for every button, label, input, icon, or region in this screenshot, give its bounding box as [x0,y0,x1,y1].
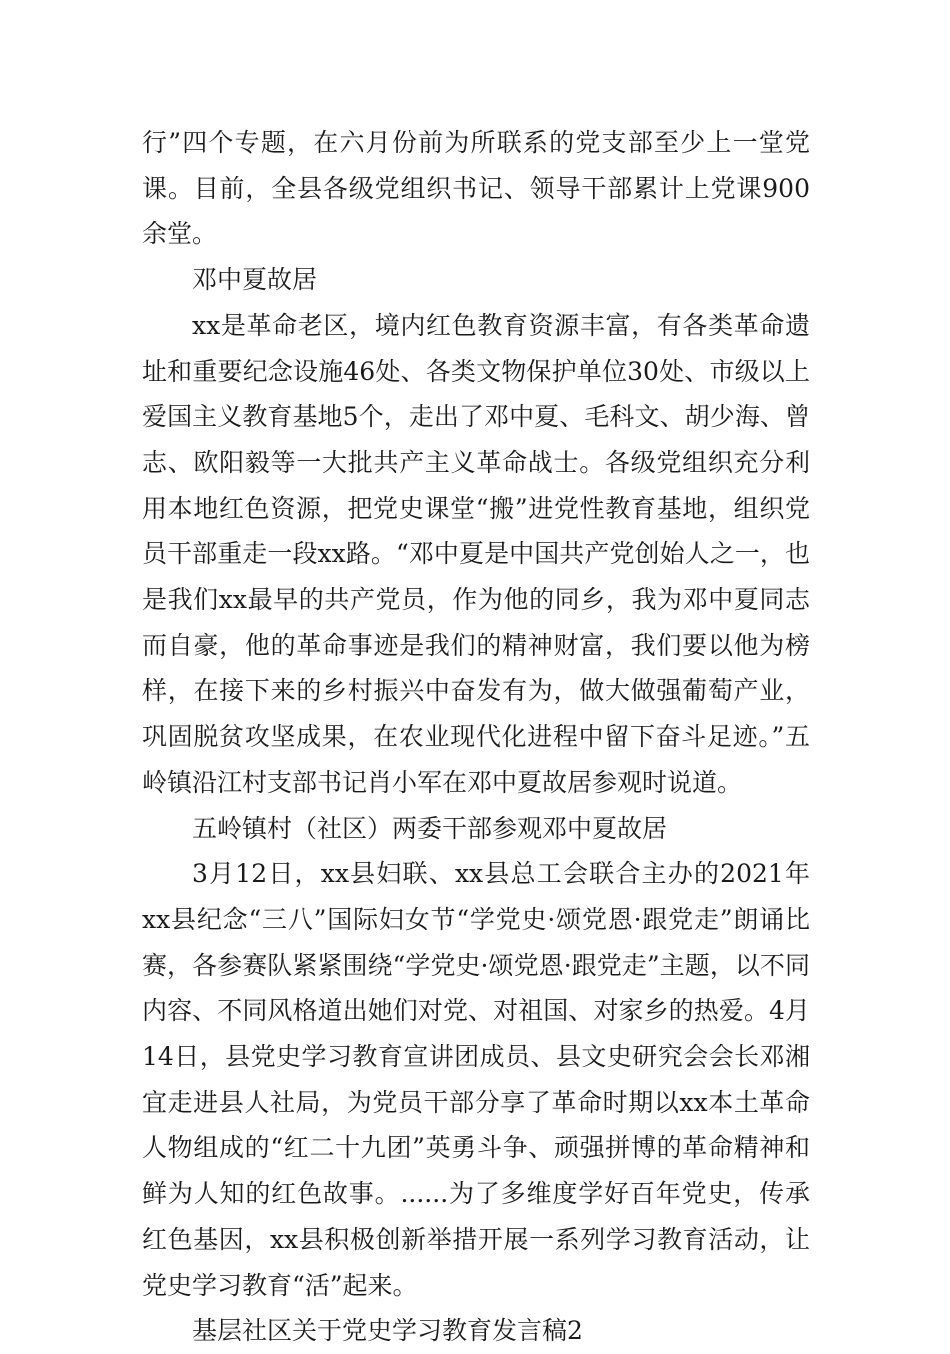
image-caption-deng-zhongxia-residence: 邓中夏故居 [192,265,318,295]
image-caption-wuling-cadres-visit: 五岭镇村（社区）两委干部参观邓中夏故居 [192,813,668,843]
section-heading-speech-2: 基层社区关于党史学习教育发言稿2 [192,1316,583,1346]
paragraph-continuation: 行”四个专题，在六月份前为所联系的党支部至少上一堂党课。目前，全县各级党组织书记、领导干部累计上党课900余堂。 [142,128,810,249]
paragraph-activities: 3月12日，xx县妇联、xx县总工会联合主办的2021年xx县纪念“三八”国际妇女节“学党史·颂党恩·跟党走”朗诵比赛，各参赛队紧紧围绕“学党史·颂党恩·跟党走”主题，以不同内容、不同风格道出她们对党、对祖国、对家乡的热爱。4月14日，县党史学习教育宣讲团成员、县文史研究会会长邓湘宜走进县人社局，为党员干部分享了革命时期以xx本土革命人物组成的“红二十九团”英勇斗争、顽强拼博的革命精神和鲜为人知的红色故事。......为了多维度学好百年党史，传承红色基因，xx县积极创新举措开展一系列学习教育活动，让党史学习教育“活”起来。 [142,859,810,1300]
paragraph-red-resources: xx是革命老区，境内红色教育资源丰富，有各类革命遗址和重要纪念设施46处、各类文物保护单位30处、市级以上爱国主义教育基地5个，走出了邓中夏、毛科文、胡少海、曾志、欧阳毅等一大批共产主义革命战士。各级党组织充分利用本地红色资源，把党史课堂“搬”进党性教育基地，组织党员干部重走一段xx路。“邓中夏是中国共产党创始人之一，也是我们xx最早的共产党员，作为他的同乡，我为邓中夏同志而自豪，他的革命事迹是我们的精神财富，我们要以他为榜样，在接下来的乡村振兴中奋发有为，做大做强葡萄产业，巩固脱贫攻坚成果，在农业现代化进程中留下奋斗足迹。”五岭镇沿江村支部书记肖小军在邓中夏故居参观时说道。 [142,310,810,797]
document-page [142,120,810,1354]
